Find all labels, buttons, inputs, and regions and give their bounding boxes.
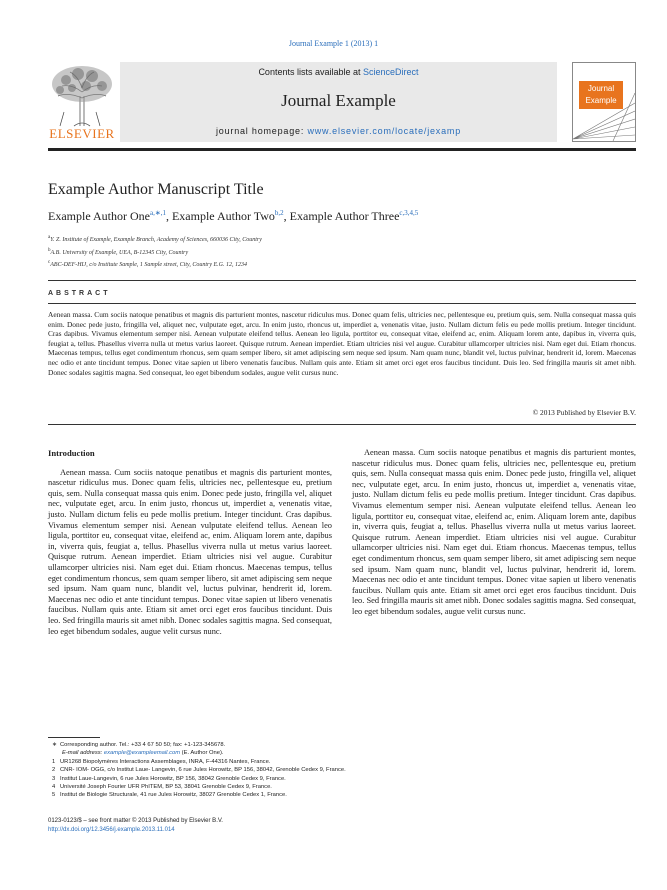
abstract-bottom-rule (48, 424, 636, 425)
contents-prefix: Contents lists available at (258, 67, 361, 77)
author-sup[interactable]: b,2 (274, 209, 284, 217)
copyright-line: © 2013 Published by Elsevier B.V. (532, 408, 636, 417)
author-name[interactable]: Example Author Three (289, 209, 400, 223)
abstract-top-rule (48, 280, 636, 281)
section-title: Introduction (48, 448, 95, 458)
footnote-item: 3 Institut Laue-Langevin, 6 rue Jules Horowitz, BP 156, 38042 Grenoble Cedex 9, France. (52, 775, 286, 782)
homepage-prefix: journal homepage: (215, 126, 305, 136)
footnote-item: 5 Institut de Biologie Structurale, 41 rue Jules Horowitz, 38027 Grenoble Cedex 1, France. (52, 792, 287, 799)
abstract-heading: ABSTRACT (48, 290, 111, 297)
running-head[interactable]: Journal Example 1 (2013) 1 (288, 39, 379, 48)
journal-header (48, 62, 636, 144)
doi-link[interactable]: http://dx.doi.org/12.3456/j.example.2013.11.014 (48, 827, 175, 833)
email-suffix: (E. Author One). (181, 750, 224, 757)
article-title: Example Author Manuscript Title (48, 181, 264, 198)
bottom-info (48, 817, 223, 835)
body-column-left (48, 448, 332, 637)
footnote-item: 1 UR1268 Biopolymères Interactions Assemblages, INRA, F-44316 Nantes, France. (52, 758, 271, 765)
journal-name: Journal Example (281, 91, 396, 110)
contents-line (120, 67, 557, 77)
journal-banner (120, 62, 557, 142)
elsevier-logo (48, 62, 116, 144)
footnote-item: ∗ Corresponding author. Tel.: +33 4 67 50 50; fax: +1-123-345678. (52, 742, 226, 748)
homepage-line (120, 126, 557, 136)
footnote-rule (48, 737, 100, 738)
abstract-inner-rule (48, 303, 636, 304)
footnote-item: 2 CNR- IOM- OGG, c/o Institut Laue- Langevin, 6 rue Jules Horowitz, BP 156, 38042, Grenoble Cedex 9, France. (52, 767, 346, 774)
email-prefix: E-mail address: (62, 750, 103, 757)
publisher-wordmark[interactable]: ELSEVIER (49, 126, 115, 141)
footnote-item: 4 Université Joseph Fourier UFR PhITEM, BP 53, 38041 Grenoble Cedex 9, France. (52, 784, 272, 791)
body-paragraph: Aenean massa. Cum sociis natoque penatibus et magnis dis parturient montes, nascetur ridiculus mus. Donec quam felis, ultricies nec, pellentesque eu, pretium quis, sem. Nulla consequat massa quis enim. Donec pede justo, fringilla vel, aliquet nec, vulputate eget, arcu. In enim justo, rhoncus ut, imperdiet a, venenatis vitae, justo. Nullam dictum felis eu pede mollis pretium. Integer tincidunt. Cras dapibus. Vivamus elementum semper nisi. Aenean vulputate eleifend tellus. Aenean leo ligula, porttitor eu, consequat vitae, eleifend ac, enim. Aliquam lorem ante, dapibus in, viverra quis, feugiat a, tellus. Phasellus viverra nulla ut metus varius laoreet. Quisque rutrum. Aenean imperdiet. Etiam ultricies nisi vel augue. Curabitur ullamcorper ultricies nisi. Nam eget dui. Etiam rhoncus. Maecenas tempus, tellus eget condimentum rhoncus, sem quam semper libero, sit amet adipiscing sem neque sed ipsum. Nam quam nunc, blandit vel, luctus pulvinar, hendrerit id, lorem. Maecenas nec odio et ante tincidunt tempus. Donec vitae sapien ut libero venenatis faucibus. Nullam quis ante. Etiam sit amet orci eget eros faucibus tincidunt. Duis leo. Sed fringilla mauris sit amet nibh. Donec sodales sagittis magna. Sed consequat, leo eget bibendum sodales, augue velit cursus nunc. (48, 467, 332, 636)
front-matter-line: 0123-0123/$ – see front matter © 2013 Published by Elsevier B.V. (48, 818, 223, 824)
affiliations (48, 233, 262, 271)
footnotes (48, 741, 468, 800)
affiliation-item: $^c$ABC-DEF-HIJ, c/o Institute Sample, 1 Sample street, City, Country E.G. 12, 1234 (48, 260, 247, 269)
journal-cover[interactable] (572, 62, 636, 142)
body-column-right (352, 448, 636, 618)
affiliation-item: $^a$Y. Z. Institute of Example, Example Branch, Academy of Sciences, 660036 City, Country (48, 235, 262, 243)
cover-title-line2: Example (585, 96, 617, 105)
email-link[interactable]: example@exampleemail.com (103, 750, 181, 757)
tree-logo-icon (48, 62, 116, 128)
author-list: Example Author One$^{a,∗,1}$, Example Author Two$^{b,2}$, Example Author Three$^{c,3,4,5}$ (48, 209, 419, 223)
author-name[interactable]: Example Author One (48, 209, 150, 223)
author-sup[interactable]: a,∗,1 (149, 209, 166, 217)
header-rule (48, 148, 636, 151)
sciencedirect-link[interactable]: ScienceDirect (363, 67, 419, 77)
author-sup[interactable]: c,3,4,5 (399, 209, 419, 217)
affiliation-item: $^b$A.B. University of Example, UEA, B-12345 City, Country (48, 247, 189, 256)
homepage-link[interactable]: www.elsevier.com/locate/jexamp (307, 126, 462, 136)
abstract-text: Aenean massa. Cum sociis natoque penatibus et magnis dis parturient montes, nascetur ridiculus mus. Donec quam felis, ultricies nec, pellentesque eu, pretium quis, sem. Nulla consequat massa quis enim. Donec pede justo, fringilla vel, aliquet nec, vulputate eget, arcu. In enim justo, rhoncus ut, imperdiet a, venenatis vitae, justo. Nullam dictum felis eu pede mollis pretium. Integer tincidunt. Cras dapibus. Vivamus elementum semper nisi. Aenean vulputate eleifend tellus. Aenean leo ligula, porttitor eu, consequat vitae, eleifend ac, enim. Aliquam lorem ante, dapibus in, viverra quis, feugiat a, tellus. Phasellus viverra nulla ut metus varius laoreet. Quisque rutrum. Aenean imperdiet. Etiam ultricies nisi vel augue. Curabitur ullamcorper ultricies nisi. Nam eget dui. Etiam rhoncus. Maecenas tempus, tellus eget condimentum rhoncus, sem quam semper libero, sit amet adipiscing sem neque sed ipsum. Nam quam nunc, blandit vel, luctus pulvinar, hendrerit id, lorem. Maecenas nec odio et ante tincidunt tempus. Donec vitae sapien ut libero venenatis faucibus. Nullam quis ante. Etiam sit amet orci eget eros faucibus tincidunt. Duis leo. Sed fringilla mauris sit amet nibh. Donec sodales sagittis magna. Sed consequat, leo eget bibendum sodales, augue velit cursus nunc. (48, 310, 636, 377)
footnote-email (48, 749, 468, 757)
cover-pattern-icon (573, 63, 635, 141)
body-paragraph: Aenean massa. Cum sociis natoque penatibus et magnis dis parturient montes, nascetur ridiculus mus. Donec quam felis, ultricies nec, pellentesque eu, pretium quis, sem. Nulla consequat massa quis enim. Donec pede justo, fringilla vel, aliquet nec, vulputate eget, arcu. In enim justo, rhoncus ut, imperdiet a, venenatis vitae, justo. Nullam dictum felis eu pede mollis pretium. Integer tincidunt. Cras dapibus. Vivamus elementum semper nisi. Aenean vulputate eleifend tellus. Aenean leo ligula, porttitor eu, consequat vitae, eleifend ac, enim. Aliquam lorem ante, dapibus in, viverra quis, feugiat a, tellus. Phasellus viverra nulla ut metus varius laoreet. Quisque rutrum. Aenean imperdiet. Etiam ultricies nisi vel augue. Curabitur ullamcorper ultricies nisi. Nam eget dui. Etiam rhoncus. Maecenas tempus, tellus eget condimentum rhoncus, sem quam semper libero, sit amet adipiscing sem neque sed ipsum. Nam quam nunc, blandit vel, luctus pulvinar, hendrerit id, lorem. Maecenas nec odio et ante tincidunt tempus. Donec vitae sapien ut libero venenatis faucibus. Nullam quis ante. Etiam sit amet orci eget eros faucibus tincidunt. Duis leo. Sed fringilla mauris sit amet nibh. Donec sodales sagittis magna. Sed consequat, leo eget bibendum sodales, augue velit cursus nunc. (352, 448, 636, 616)
cover-title-line1: Journal (587, 84, 615, 93)
author-name[interactable]: Example Author Two (171, 209, 275, 223)
